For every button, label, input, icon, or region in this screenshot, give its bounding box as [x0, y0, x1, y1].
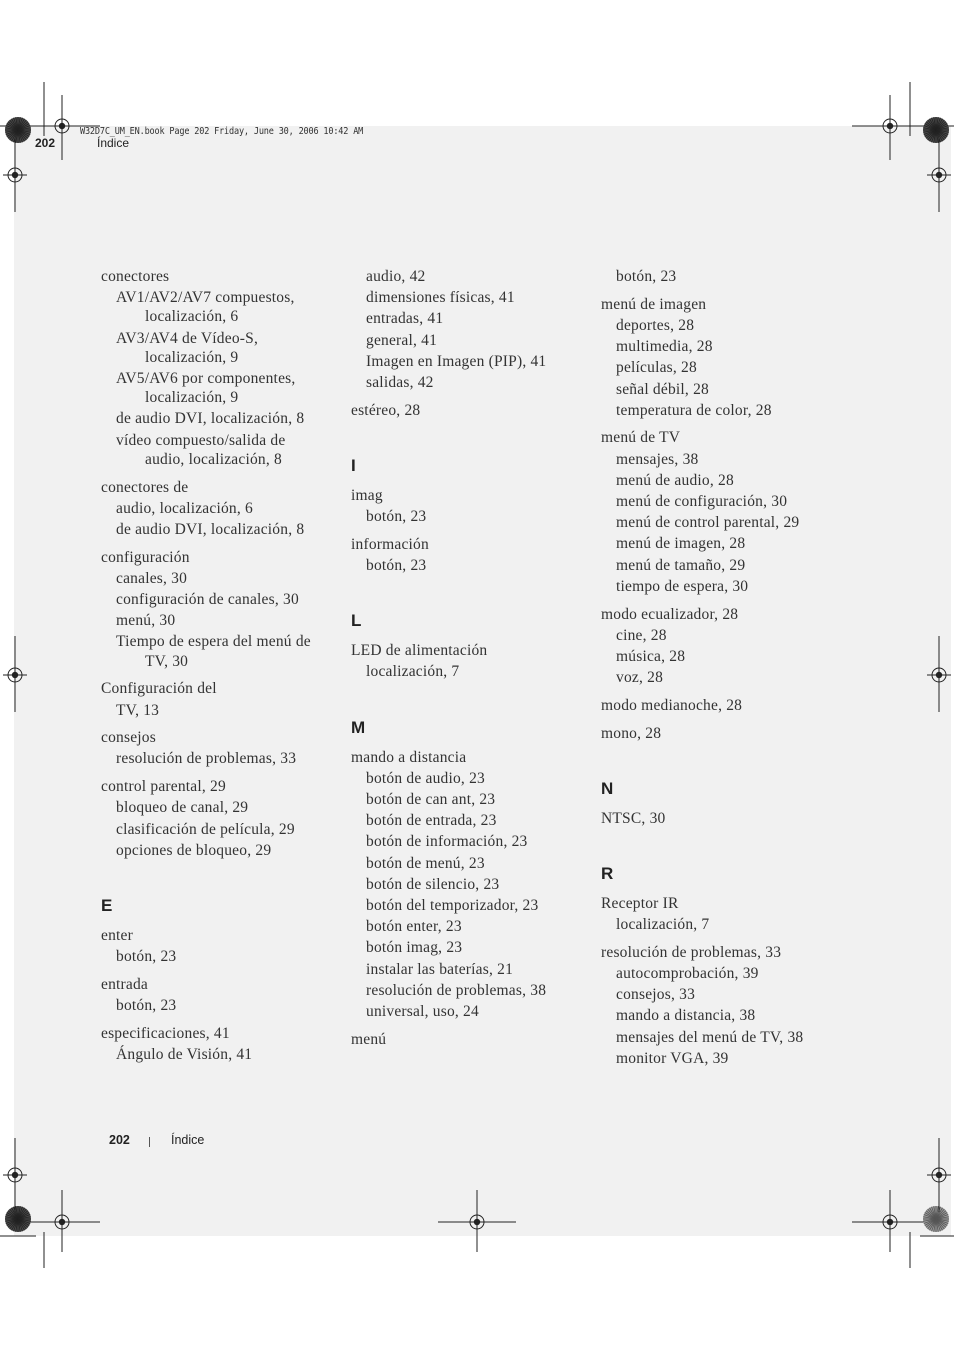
index-entry: imag: [351, 486, 383, 504]
index-subentry: botón de entrada, 23: [366, 812, 497, 830]
index-subentry: audio, localización, 6: [116, 499, 253, 517]
index-subentry: botón del temporizador, 23: [366, 897, 539, 915]
index-subentry: localización, 7: [366, 663, 460, 681]
index-subentry: botón imag, 23: [366, 939, 463, 957]
index-subentry: salidas, 42: [366, 374, 434, 392]
index-subentry: botón de información, 23: [366, 833, 528, 851]
index-entry: enter: [101, 926, 133, 944]
index-entry: configuración: [101, 548, 190, 566]
index-column-1: [101, 266, 341, 1065]
index-subentry: AV5/AV6 por componentes,: [116, 370, 296, 388]
index-subentry: resolución de problemas, 33: [116, 750, 297, 768]
index-subentry: menú de audio, 28: [616, 471, 734, 489]
index-subentry: botón, 23: [616, 268, 677, 285]
index-subentry: menú de control parental, 29: [616, 514, 800, 532]
index-entry: especificaciones, 41: [101, 1024, 230, 1042]
index-subentry: deportes, 28: [616, 316, 695, 334]
index-subentry: botón, 23: [366, 557, 427, 575]
index-subentry: universal, uso, 24: [366, 1003, 479, 1021]
index-subentry: bloqueo de canal, 29: [116, 799, 249, 817]
index-subentry: películas, 28: [616, 359, 697, 377]
index-entry: modo medianoche, 28: [601, 696, 743, 714]
index-entry: conectores: [101, 268, 170, 285]
index-subentry: opciones de bloqueo, 29: [116, 841, 272, 859]
index-entry: Configuración del: [101, 680, 217, 698]
index-entry: modo ecualizador, 28: [601, 605, 739, 623]
index-subentry: botón de silencio, 23: [366, 875, 500, 893]
index-entry: estéreo, 28: [351, 401, 421, 419]
index-entry: entrada: [101, 975, 149, 993]
index-column-3: [601, 266, 851, 1069]
index-entry: consejos: [101, 729, 156, 747]
index-subentry: configuración de canales, 30: [116, 591, 299, 609]
index-entry: resolución de problemas, 33: [601, 943, 782, 961]
footer-page-number: 202: [109, 1133, 130, 1147]
index-subentry: autocomprobación, 39: [616, 965, 759, 983]
index-letter-heading: N: [601, 778, 614, 798]
index-subentry: menú, 30: [116, 612, 176, 630]
index-subentry: botón enter, 23: [366, 918, 462, 936]
index-subentry: mando a distancia, 38: [616, 1007, 756, 1025]
index-subentry: monitor VGA, 39: [616, 1049, 729, 1067]
index-entry: NTSC, 30: [601, 809, 666, 827]
index-subentry: botón de menú, 23: [366, 854, 485, 872]
index-subentry: mensajes, 38: [616, 450, 699, 468]
index-subentry: resolución de problemas, 38: [366, 981, 547, 999]
index-subentry: localización, 7: [616, 916, 710, 934]
index-subentry: AV3/AV4 de Vídeo-S,: [116, 329, 259, 347]
index-entry: Receptor IR: [601, 894, 679, 912]
index-entry-continuation: localización, 9: [145, 348, 239, 366]
index-entry: menú: [351, 1030, 387, 1048]
index-entry: mono, 28: [601, 724, 662, 742]
index-entry-continuation: localización, 9: [145, 389, 239, 407]
index-subentry: cine, 28: [616, 626, 667, 644]
index-letter-heading: I: [351, 455, 356, 475]
footer-title: Índice: [171, 1133, 205, 1147]
index-subentry: consejos, 33: [616, 986, 696, 1004]
index-subentry: voz, 28: [616, 669, 664, 687]
index-subentry: menú de tamaño, 29: [616, 556, 746, 574]
index-entry-continuation: audio, localización, 8: [145, 450, 282, 468]
index-entry: control parental, 29: [101, 778, 226, 796]
index-entry: LED de alimentación: [351, 642, 488, 660]
index-column-2: [351, 266, 591, 1050]
header-page-number: 202: [35, 136, 56, 150]
index-subentry: clasificación de película, 29: [116, 820, 295, 838]
index-subentry: vídeo compuesto/salida de: [116, 431, 286, 449]
index-subentry: AV1/AV2/AV7 compuestos,: [116, 289, 295, 307]
index-subentry: botón, 23: [116, 948, 177, 966]
index-subentry: Ángulo de Visión, 41: [116, 1046, 253, 1063]
index-subentry: botón de can ant, 23: [366, 791, 496, 809]
index-subentry: botón, 23: [116, 997, 177, 1015]
index-subentry: tiempo de espera, 30: [616, 577, 749, 595]
index-subentry: Imagen en Imagen (PIP), 41: [366, 352, 547, 370]
index-subentry: música, 28: [616, 647, 686, 665]
index-entry-continuation: TV, 30: [145, 652, 189, 670]
index-entry-continuation: localización, 6: [145, 308, 239, 326]
index-entry: menú de imagen: [601, 295, 707, 313]
index-subentry: general, 41: [366, 331, 438, 349]
index-letter-heading: L: [351, 611, 362, 631]
index-subentry: señal débil, 28: [616, 380, 709, 398]
index-letter-heading: M: [351, 717, 366, 737]
footer-separator: [149, 1137, 150, 1147]
index-subentry: dimensiones físicas, 41: [366, 289, 515, 307]
index-subentry: instalar las baterías, 21: [366, 960, 514, 978]
index-subentry: menú de imagen, 28: [616, 535, 746, 553]
index-subentry: mensajes del menú de TV, 38: [616, 1028, 804, 1046]
index-subentry: de audio DVI, localización, 8: [116, 520, 305, 538]
index-entry: conectores de: [101, 478, 189, 496]
index-letter-heading: E: [101, 895, 113, 915]
print-slug: W32D7C_UM_EN.book Page 202 Friday, June 30, 2006 10:42 AM: [80, 126, 364, 137]
index-subentry: botón, 23: [366, 508, 427, 526]
index-subentry: multimedia, 28: [616, 338, 713, 356]
index-subentry: temperatura de color, 28: [616, 401, 772, 419]
index-entry: mando a distancia: [351, 748, 467, 766]
index-subentry: de audio DVI, localización, 8: [116, 410, 305, 428]
index-subentry: botón de audio, 23: [366, 769, 485, 787]
index-subentry: Tiempo de espera del menú de: [116, 633, 311, 651]
index-subentry: menú de configuración, 30: [616, 493, 788, 511]
index-subentry: canales, 30: [116, 569, 188, 587]
index-entry: información: [351, 535, 429, 553]
index-entry: menú de TV: [601, 429, 681, 447]
index-subentry: entradas, 41: [366, 310, 444, 328]
index-subentry: audio, 42: [366, 268, 426, 285]
index-subentry: TV, 13: [116, 701, 160, 719]
index-letter-heading: R: [601, 863, 614, 883]
header-title: Índice: [97, 136, 130, 150]
